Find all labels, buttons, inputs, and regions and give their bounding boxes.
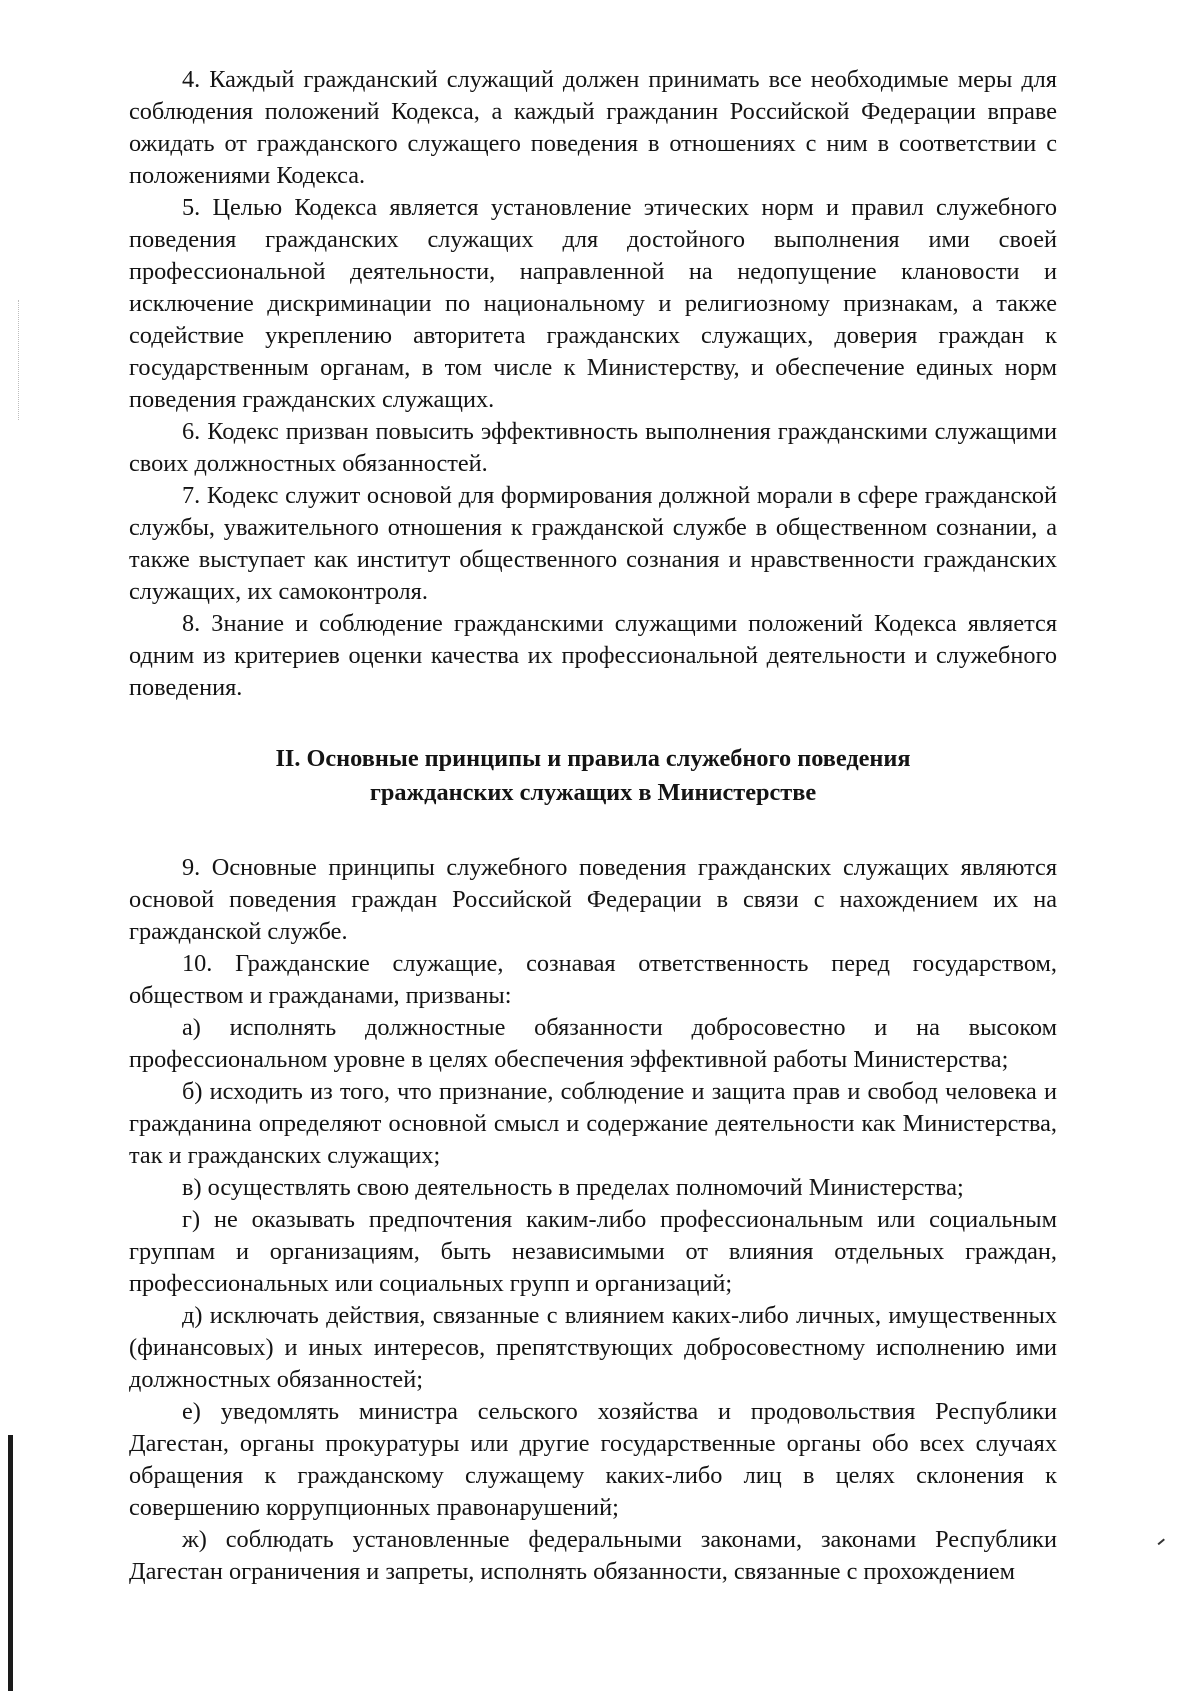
paragraph-7: 7. Кодекс служит основой для формирования должной морали в сфере гражданской службы, уважительного отношения к гражданской службе в общественном сознании, а также выступает как институт общественного сознания и нравственности гражданских служащих, их самоконтроля. bbox=[129, 482, 1057, 605]
paragraph-10-item-e: е) уведомлять министра сельского хозяйства и продовольствия Республики Дагестан, органы прокуратуры или другие государственные органы обо всех случаях обращения к гражданскому служащему каких-либо лиц в целях склонения к совершению коррупционных правонарушений; bbox=[129, 1398, 1057, 1521]
paragraph-10-item-a: а) исполнять должностные обязанности добросовестно и на высоком профессиональном уровне в целях обеспечения эффективной работы Министерства; bbox=[129, 1014, 1057, 1073]
paragraph-10-item-zh: ж) соблюдать установленные федеральными законами, законами Республики Дагестан ограничения и запреты, исполнять обязанности, связанные с прохождением bbox=[129, 1526, 1057, 1585]
paragraph-8: 8. Знание и соблюдение гражданскими служащими положений Кодекса является одним из критериев оценки качества их профессиональной деятельности и служебного поведения. bbox=[129, 610, 1057, 701]
document-body bbox=[129, 64, 1057, 1588]
paragraph-10-item-d: д) исключать действия, связанные с влиянием каких-либо личных, имущественных (финансовых) и иных интересов, препятствующих добросовестному исполнению ими должностных обязанностей; bbox=[129, 1302, 1057, 1393]
paragraph-10-item-v: в) осуществлять свою деятельность в пределах полномочий Министерства; bbox=[182, 1174, 964, 1201]
paragraph-6: 6. Кодекс призван повысить эффективность выполнения гражданскими служащими своих должностных обязанностей. bbox=[129, 418, 1057, 477]
section-title-line-1: II. Основные принципы и правила служебного поведения bbox=[275, 745, 911, 772]
scan-artifact-dots bbox=[18, 300, 20, 420]
paragraph-9: 9. Основные принципы служебного поведения гражданских служащих являются основой поведения граждан Российской Федерации в связи с нахождением их на гражданской службе. bbox=[129, 854, 1057, 945]
section-title-line-2: гражданских служащих в Министерстве bbox=[369, 779, 817, 806]
paragraph-4: 4. Каждый гражданский служащий должен принимать все необходимые меры для соблюдения положений Кодекса, а каждый гражданин Российской Федерации вправе ожидать от гражданского служащего поведения в отношениях с ним в соответствии с положениями Кодекса. bbox=[129, 66, 1057, 189]
paragraph-5: 5. Целью Кодекса является установление этических норм и правил служебного поведения гражданских служащих для достойного выполнения ими своей профессиональной деятельности, направленной на недопущение клановости и исключение дискриминации по национальному и религиозному признакам, а также содействие укреплению авторитета гражданских служащих, доверия граждан к государственным органам, в том числе к Министерству, и обеспечение единых норм поведения гражданских служащих. bbox=[129, 194, 1057, 413]
paragraph-10-item-b: б) исходить из того, что признание, соблюдение и защита прав и свобод человека и гражданина определяют основной смысл и содержание деятельности как Министерства, так и гражданских служащих; bbox=[129, 1078, 1057, 1169]
section-title bbox=[129, 742, 1057, 810]
scan-artifact-mark bbox=[1151, 1531, 1165, 1545]
scan-artifact-bar bbox=[8, 1435, 13, 1691]
paragraph-10-item-g: г) не оказывать предпочтения каким-либо профессиональным или социальным группам и организациям, быть независимыми от влияния отдельных граждан, профессиональных или социальных групп и организаций; bbox=[129, 1206, 1057, 1297]
paragraph-10: 10. Гражданские служащие, сознавая ответственность перед государством, обществом и гражданами, призваны: bbox=[129, 950, 1057, 1009]
